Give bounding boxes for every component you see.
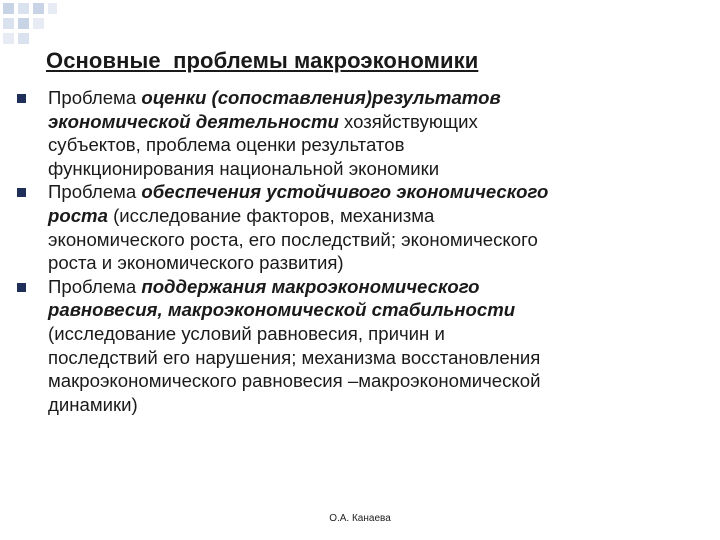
bullet-line <box>48 251 714 275</box>
bullet-line <box>48 228 714 252</box>
emphasis-text: обеспечения устойчивого экономического <box>141 181 549 203</box>
bullet-line <box>48 346 714 370</box>
body-text: Проблема <box>48 181 142 203</box>
emphasis-text: роста <box>48 204 108 226</box>
bullet-line <box>48 275 714 299</box>
body-text: Проблема <box>48 275 142 297</box>
bullet-line <box>48 86 714 110</box>
bullet-line <box>48 157 714 181</box>
bullet-square-icon <box>17 188 26 197</box>
emphasis-text: экономической деятельности <box>48 110 339 132</box>
body-text: последствий его нарушения; механизма восстановления <box>48 346 541 368</box>
body-text: макроэкономического равновесия –макроэкономической <box>48 370 541 392</box>
emphasis-text: равновесия, макроэкономической стабильности <box>48 299 516 321</box>
body-text: (исследование факторов, механизма <box>107 204 435 226</box>
bullet-item <box>14 275 714 417</box>
emphasis-text: оценки (сопоставления)результатов <box>141 87 501 108</box>
bullet-list <box>14 86 714 416</box>
body-text: субъектов, проблема оценки результатов <box>48 134 405 156</box>
body-text: функционирования национальной экономики <box>48 157 440 179</box>
bullet-item <box>14 86 714 180</box>
bullet-line <box>48 393 714 417</box>
body-text: (исследование условий равновесия, причин и <box>48 322 445 344</box>
bullet-item <box>14 180 714 274</box>
slide-title: Основные проблемы макроэкономики <box>46 48 479 73</box>
corner-decoration <box>0 0 60 48</box>
emphasis-text: поддержания макроэкономического <box>141 275 480 297</box>
bullet-square-icon <box>17 94 26 103</box>
bullet-line <box>48 298 714 322</box>
body-text: экономического роста, его последствий; экономического <box>48 228 538 250</box>
body-text: Проблема <box>48 87 142 108</box>
bullet-line <box>48 369 714 393</box>
body-text: динамики) <box>48 393 138 415</box>
body-text: роста и экономического развития) <box>48 252 344 274</box>
bullet-line <box>48 133 714 157</box>
bullet-line <box>48 204 714 228</box>
bullet-line <box>48 110 714 134</box>
bullet-line <box>48 180 714 204</box>
bullet-line <box>48 322 714 346</box>
bullet-square-icon <box>17 283 26 292</box>
body-text: хозяйствующих <box>338 110 478 132</box>
footer-author: О.А. Канаева <box>329 513 391 524</box>
